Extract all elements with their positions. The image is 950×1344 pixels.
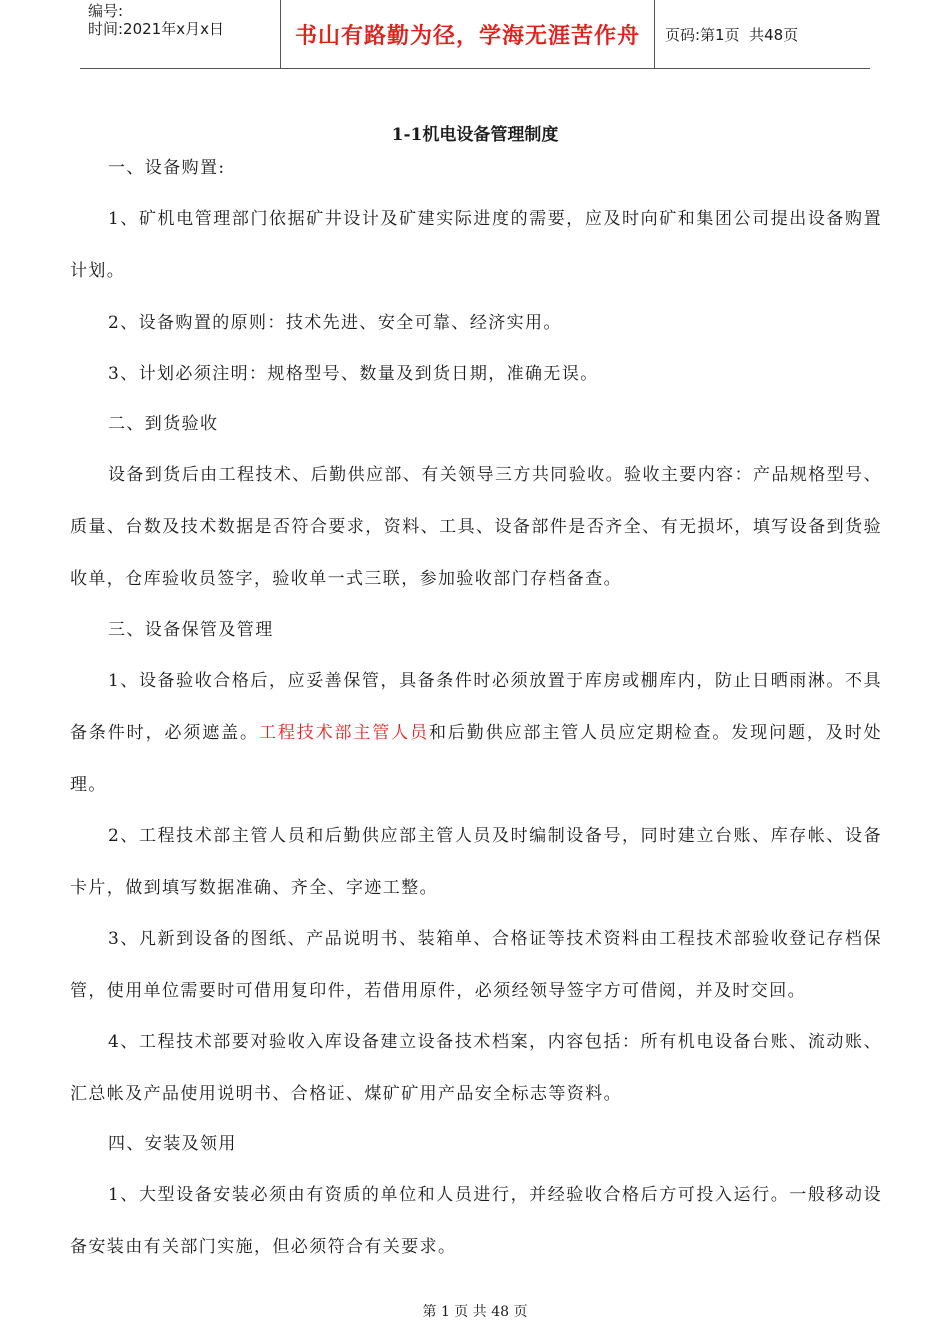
paragraph-5-part-2: 和后勤供应部主管人员应定期检查。发现问题，及时处理。 xyxy=(70,723,882,795)
page-footer: 第 1 页 共 48 页 xyxy=(422,1304,528,1320)
document-title: 1-1机电设备管理制度 xyxy=(391,125,559,145)
document-header xyxy=(80,0,870,69)
header-page-info xyxy=(655,0,870,68)
paragraph-1: 1、矿机电管理部门依据矿井设计及矿建实际进度的需要，应及时向矿和集团公司提出设备购置计划。 xyxy=(70,209,882,281)
paragraph-4: 设备到货后由工程技术、后勤供应部、有关领导三方共同验收。验收主要内容：产品规格型号、质量、台数及技术数据是否符合要求，资料、工具、设备部件是否齐全、有无损坏，填写设备到货验收单，仓库验收员签字，验收单一式三联，参加验收部门存档备查。 xyxy=(70,465,882,589)
paragraph-7: 3、凡新到设备的图纸、产品说明书、装箱单、合格证等技术资料由工程技术部验收登记存档保管，使用单位需要时可借用复印件，若借用原件，必须经领导签字方可借阅，并及时交回。 xyxy=(70,929,882,1001)
number-label: 编号: xyxy=(88,2,124,20)
header-motto: 书山有路勤为径，学海无涯苦作舟 xyxy=(281,0,655,68)
paragraph-2: 2、设备购置的原则：技术先进、安全可靠、经济实用。 xyxy=(108,313,562,333)
paragraph-5-part-1: 1、设备验收合格后，应妥善保管，具备条件时必须放置于库房或棚库内，防止日晒雨淋。不具备条件时，必须遮盖。 xyxy=(70,671,882,743)
highlighted-text: 工程技术部主管人员 xyxy=(258,723,430,743)
section-heading-3: 三、设备保管及管理 xyxy=(108,620,274,640)
paragraph-3: 3、计划必须注明：规格型号、数量及到货日期，准确无误。 xyxy=(108,364,599,384)
paragraph-6: 2、工程技术部主管人员和后勤供应部主管人员及时编制设备号，同时建立台账、库存帐、设备卡片，做到填写数据准确、齐全、字迹工整。 xyxy=(70,826,882,898)
section-heading-2: 二、到货验收 xyxy=(108,414,219,434)
paragraph-9: 1、大型设备安装必须由有资质的单位和人员进行，并经验收合格后方可投入运行。一般移动设备安装由有关部门实施，但必须符合有关要求。 xyxy=(70,1185,882,1257)
paragraph-5 xyxy=(70,655,882,811)
header-meta xyxy=(80,0,281,68)
page-info-text: 页码:第1页 共48页 xyxy=(665,25,799,44)
time-label: 时间:2021年x月x日 xyxy=(88,20,224,38)
paragraph-8: 4、工程技术部要对验收入库设备建立设备技术档案，内容包括：所有机电设备台账、流动账、汇总帐及产品使用说明书、合格证、煤矿矿用产品安全标志等资料。 xyxy=(70,1032,882,1104)
section-heading-1: 一、设备购置: xyxy=(108,158,226,178)
section-heading-4: 四、安装及领用 xyxy=(108,1134,237,1154)
